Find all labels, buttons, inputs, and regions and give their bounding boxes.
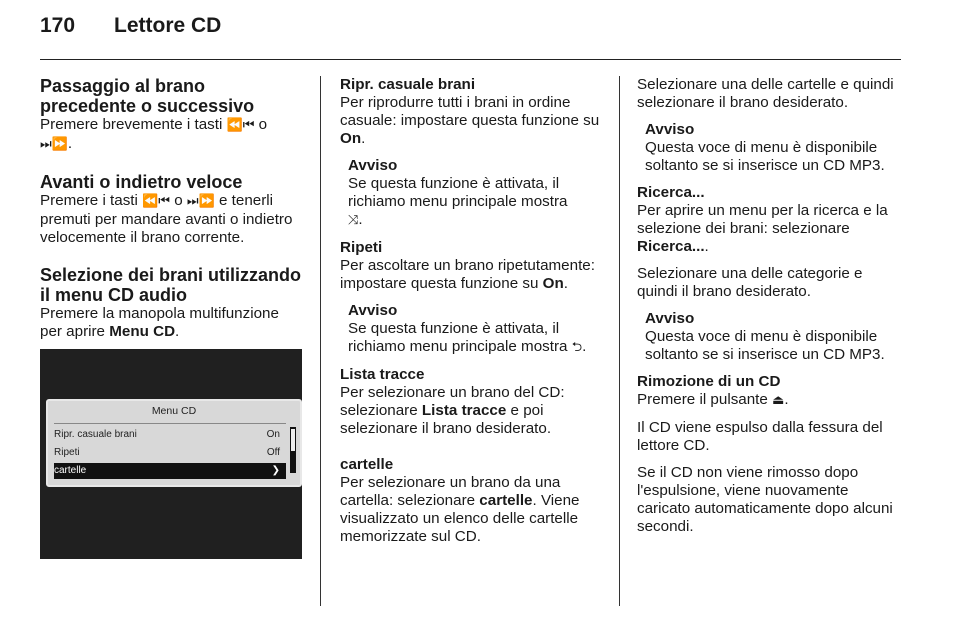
section-text-cd-menu: Premere la manopola multifunzione per aprire Menu CD.	[40, 305, 279, 340]
track-list-text: Per selezionare un brano del CD: selezionare Lista tracce e poi selezionare il brano desiderato.	[340, 384, 565, 437]
repeat-icon: ⮌	[571, 340, 583, 355]
folders-title: cartelle	[340, 456, 394, 473]
select-category-text: Selezionare una delle categorie e quindi il brano desiderato.	[637, 265, 863, 300]
eject-icon: ⏏	[772, 393, 785, 408]
note-mp3-search: Avviso Questa voce di menu è disponibile soltanto se si inserisce un CD MP3.	[645, 310, 885, 363]
menu-item-shuffle[interactable]: Ripr. casuale brani On	[54, 429, 280, 440]
reload-text: Se il CD non viene rimosso dopo l'espulsione, viene nuovamente caricato automaticamente dopo alcuni secondi.	[637, 464, 893, 535]
scrollbar[interactable]	[290, 427, 296, 473]
ejected-text: Il CD viene espulso dalla fessura del lettore CD.	[637, 419, 883, 454]
remove-cd-text: Premere il pulsante ⏏.	[637, 391, 789, 408]
rewind-icon: ⏪⏮	[142, 194, 171, 209]
cd-menu-screen-figure	[40, 349, 302, 559]
fast-forward-icon: ⏭⏩	[186, 194, 215, 209]
page-title: Lettore CD	[114, 14, 222, 37]
prev-track-icon: ⏪⏮	[226, 118, 255, 133]
menu-item-repeat[interactable]: Ripeti Off	[54, 447, 280, 458]
menu-divider	[54, 423, 286, 424]
search-text: Per aprire un menu per la ricerca e la selezione dei brani: selezionare Ricerca....	[637, 202, 888, 255]
section-title-cd-menu: Selezione dei brani utilizzando il menu CD audio	[40, 265, 302, 305]
menu-item-folders[interactable]: cartelle ❯	[54, 463, 286, 479]
column-divider-2	[619, 76, 620, 606]
repeat-title: Ripeti	[340, 239, 383, 256]
scrollbar-thumb[interactable]	[291, 429, 295, 451]
page-header	[40, 14, 900, 50]
track-list-title: Lista tracce	[340, 366, 425, 383]
section-text-fast-forward: Premere i tasti ⏪⏮ o ⏭⏩ e tenerli premuti per mandare avanti o indietro velocemente il brano corrente.	[40, 192, 293, 246]
folders-text: Per selezionare un brano da una cartella: selezionare cartelle. Viene visualizzato un elenco delle cartelle memorizzate sul CD.	[340, 474, 580, 545]
column-1	[40, 76, 305, 341]
display-screen	[46, 399, 302, 487]
section-title-fast-forward: Avanti o indietro veloce	[40, 172, 243, 192]
repeat-text: Per ascoltare un brano ripetutamente: impostare questa funzione su On.	[340, 257, 595, 292]
shuffle-text: Per riprodurre tutti i brani in ordine casuale: impostare questa funzione su On.	[340, 94, 600, 147]
section-title-prev-next: Passaggio al brano precedente o successivo	[40, 76, 255, 116]
section-text-prev-next: Premere brevemente i tasti ⏪⏮ o ⏭⏩.	[40, 116, 268, 152]
menu-title: Menu CD	[151, 405, 197, 417]
page-number: 170	[40, 14, 76, 37]
note-repeat: Avviso Se questa funzione è attivata, il richiamo menu principale mostra ⮌.	[348, 302, 587, 355]
note-shuffle: Avviso Se questa funzione è attivata, il richiamo menu principale mostra ⤨.	[348, 157, 568, 228]
remove-cd-title: Rimozione di un CD	[637, 373, 781, 390]
chevron-right-icon: ❯	[271, 465, 280, 476]
next-track-icon: ⏭⏩	[40, 137, 68, 152]
select-folder-text: Selezionare una delle cartelle e quindi selezionare il brano desiderato.	[637, 76, 894, 111]
shuffle-title: Ripr. casuale brani	[340, 76, 476, 93]
header-divider	[40, 59, 901, 60]
column-2	[340, 76, 608, 546]
search-title: Ricerca...	[637, 184, 705, 201]
column-3	[637, 76, 905, 536]
column-divider-1	[320, 76, 321, 606]
shuffle-icon: ⤨	[348, 213, 359, 228]
note-mp3-folders: Avviso Questa voce di menu è disponibile soltanto se si inserisce un CD MP3.	[645, 121, 885, 174]
